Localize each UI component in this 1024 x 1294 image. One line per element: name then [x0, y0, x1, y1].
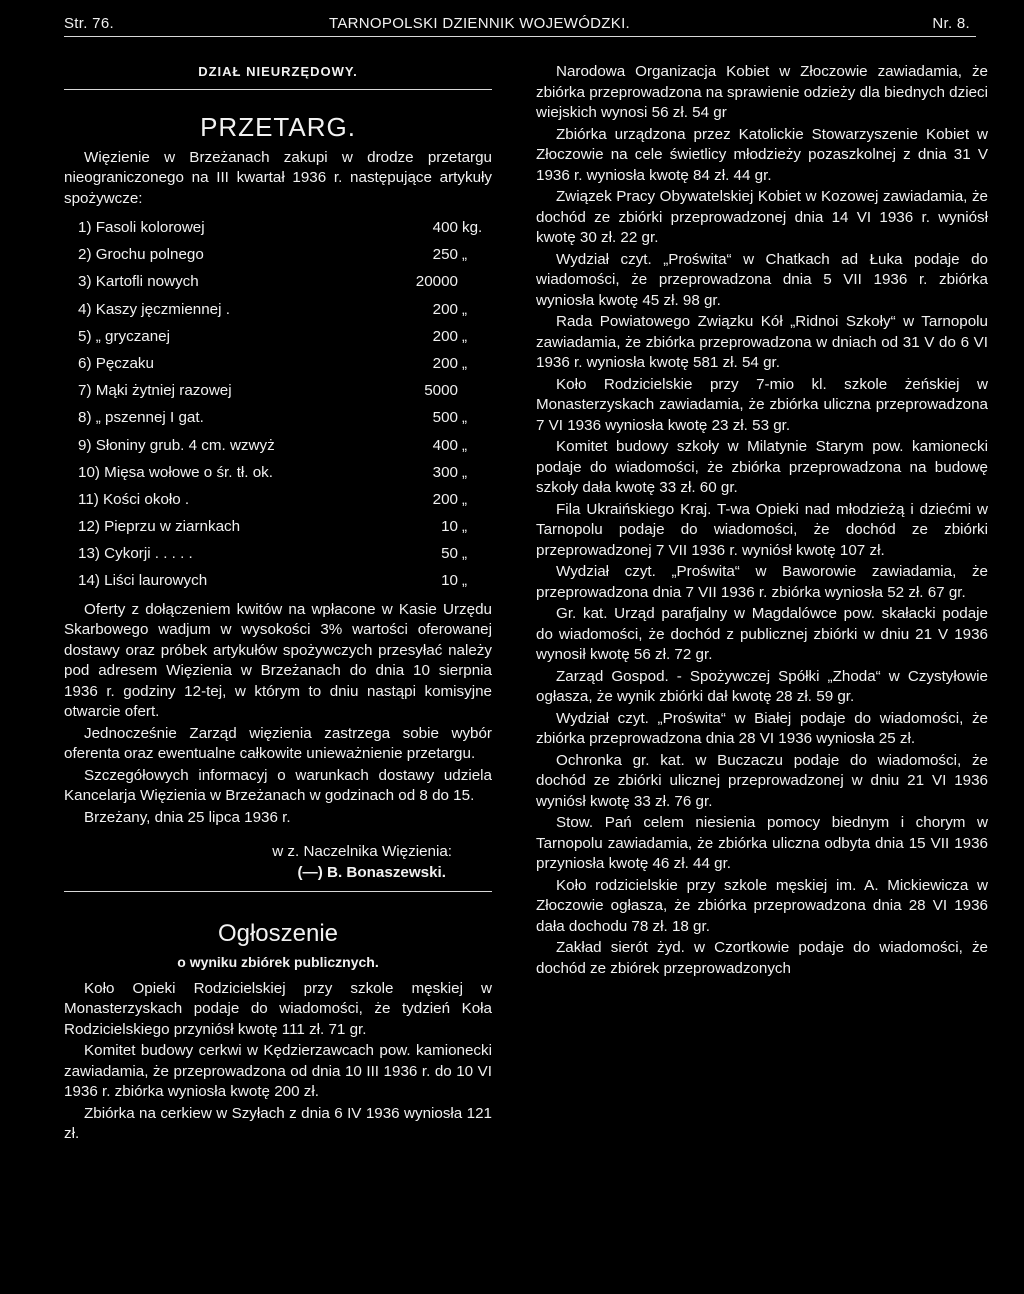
list-item [64, 377, 492, 404]
list-item [64, 432, 492, 459]
item-qty: 250 [432, 246, 458, 264]
divider [64, 891, 492, 892]
tender-intro: Więzienie w Brzeżanach zakupi w drodze przetargu nieograniczonego na III kwartał 1936 r. następujące artykuły spożywcze: [64, 148, 492, 207]
notice-paragraph: Koło Rodzicielskie przy 7-mio kl. szkole żeńskiej w Monasterzyskach zawiadamia, że zbiórka uliczna przeprowadzona 7 VI 1936 wyniosła kwotę 23 zł. 53 gr. [536, 375, 988, 434]
item-qty: 400 [432, 436, 458, 454]
item-unit: kg. [462, 219, 483, 236]
notice-paragraph: Wydział czyt. „Proświta“ w Baworowie zawiadamia, że przeprowadzona dnia 7 VII 1936 r. zbiórka wyniosła 52 zł. 67 gr. [536, 563, 988, 601]
notice-paragraph: Komitet budowy szkoły w Milatynie Starym pow. kamionecki podaje do wiadomości, że zbiórka przeprowadzona na budowę szkoły dała kwotę 33 zł. 60 gr. [536, 438, 988, 496]
list-item [64, 350, 492, 377]
item-unit: „ [462, 572, 468, 590]
item-name: 1) Fasoli kolorowej [78, 219, 205, 236]
notice-paragraph: Narodowa Organizacja Kobiet w Złoczowie zawiadamia, że zbiórka przeprowadzona na sprawienie odzieży dla biednych dzieci wiejskich wynosi 56 zł. 54 gr [536, 63, 988, 121]
item-name: 12) Pieprzu w ziarnkach [78, 518, 241, 536]
item-qty: 10 [441, 518, 458, 536]
item-unit: „ [462, 354, 468, 372]
item-qty: 200 [432, 300, 458, 318]
details-paragraph: Szczegółowych informacyj o warunkach dostawy udziela Kancelarja Więzienia w Brzeżanach w godzinach od 8 do 15. [64, 766, 492, 805]
item-unit: „ [462, 436, 468, 454]
items-list [64, 214, 492, 595]
signature-title: w z. Naczelnika Więzienia: [272, 843, 452, 861]
notice-title: Ogłoszenie [217, 920, 339, 948]
notice-paragraph: Komitet budowy cerkwi w Kędzierzawcach pow. kamionecki zawiadamia, że przeprowadzona od dnia 10 III 1936 r. do 10 VI 1936 r. zbiórka wyniosła kwotę 200 zł. [64, 1042, 492, 1101]
item-unit: „ [462, 327, 468, 345]
signature-name: (—) B. Bonaszewski. [297, 863, 446, 881]
item-unit: „ [462, 545, 468, 563]
notice-paragraph: Zarząd Gospod. - Spożywczej Spółki „Zhoda“ w Czystyłowie ogłasza, że wynik zbiórki dał kwotę 28 zł. 59 gr. [536, 667, 988, 705]
right-column [536, 62, 988, 980]
list-item [64, 214, 492, 241]
item-name: 7) Mąki żytniej razowej [78, 382, 232, 400]
item-qty: 200 [432, 490, 458, 508]
journal-title: TARNOPOLSKI DZIENNIK WOJEWÓDZKI. [329, 15, 631, 32]
section-heading: DZIAŁ NIEURZĘDOWY. [198, 64, 358, 79]
item-qty: 50 [441, 545, 458, 563]
item-unit: „ [462, 490, 468, 508]
item-name: 6) Pęczaku [78, 354, 154, 372]
item-unit: „ [462, 246, 468, 264]
issue-number: Nr. 8. [932, 15, 970, 32]
item-qty: 400 [432, 219, 458, 236]
list-item [64, 513, 492, 540]
item-unit: „ [462, 300, 468, 318]
page-header [64, 14, 976, 37]
list-item [64, 567, 492, 594]
item-qty: 500 [432, 409, 458, 427]
divider [64, 89, 492, 90]
date-line: Brzeżany, dnia 25 lipca 1936 r. [84, 808, 291, 826]
item-qty: 200 [432, 327, 458, 345]
item-name: 14) Liści laurowych [78, 572, 208, 590]
item-qty: 200 [432, 354, 458, 372]
list-item [64, 486, 492, 513]
notice-paragraph: Zakład sierót żyd. w Czortkowie podaje do wiadomości, że dochód ze zbiórek przeprowadzonych [536, 939, 988, 977]
notice-paragraph: Gr. kat. Urząd parafjalny w Magdalówce pow. skałacki podaje do wiadomości, że dochód z publicznej zbiórki w dniu 21 V 1936 wynosił kwotę 56 zł. 72 gr. [536, 605, 988, 663]
notice-paragraph: Fila Ukraińskiego Kraj. T-wa Opieki nad młodzieżą i dziećmi w Tarnopolu podaje do wiadomości, że dochód ze zbiórki przeprowadzonej 7 VII 1936 r. wyniósł kwotę 107 zł. [536, 500, 988, 559]
list-item [64, 241, 492, 268]
offers-paragraph: Oferty z dołączeniem kwitów na wpłacone w Kasie Urzędu Skarbowego wadjum w wysokości 3% wartości oferowanej dostawy oraz próbek artykułów spożywczych przesyłać należy pod adresem Więzienia w Brzeżanach do dnia 10 sierpnia 1936 r. godziny 12-tej, w którym to dniu nastąpi komisyjne otwarcie ofert. [64, 600, 492, 721]
notice-paragraph: Koło rodzicielskie przy szkole męskiej im. A. Mickiewicza w Złoczowie ogłasza, że zbiórka przeprowadzona dnia 28 VI 1936 dała dochodu 78 zł. 18 gr. [536, 876, 988, 935]
item-qty: 300 [432, 463, 458, 481]
item-name: 10) Mięsa wołowe o śr. tł. ok. [78, 463, 273, 481]
item-name: 4) Kaszy jęczmiennej . [78, 300, 230, 318]
item-name: 13) Cykorji . . . . . [78, 545, 193, 563]
notice-paragraph: Koło Opieki Rodzicielskiej przy szkole męskiej w Monasterzyskach podaje do wiadomości, że tydzień Koła Rodzicielskiego przyniósł kwotę 111 zł. 71 gr. [64, 979, 492, 1038]
item-unit: „ [462, 463, 468, 481]
item-name: 9) Słoniny grub. 4 cm. wzwyż [78, 436, 275, 454]
notice-paragraph: Zbiórka na cerkiew w Szyłach z dnia 6 IV 1936 wyniosła 121 zł. [64, 1104, 492, 1143]
item-name: 3) Kartofli nowych [78, 273, 199, 291]
tender-title: PRZETARG. [200, 111, 356, 142]
item-qty: 20000 [415, 273, 458, 291]
notice-paragraph: Zbiórka urządzona przez Katolickie Stowarzyszenie Kobiet w Złoczowie na cele świetlicy młodzieży pozaszkolnej z dnia 31 V 1936 r. wyniosła kwotę 84 zł. 44 gr. [536, 125, 988, 184]
notice-subtitle: o wyniku zbiórek publicznych. [177, 954, 379, 971]
notice-paragraph: Związek Pracy Obywatelskiej Kobiet w Kozowej zawiadamia, że dochód ze zbiórki przeprowadzonej dnia 14 VI 1936 r. wyniósł kwotę 30 zł. 22 gr. [536, 188, 988, 246]
notice-paragraph: Wydział czyt. „Proświta“ w Białej podaje do wiadomości, że zbiórka przeprowadzona dnia 28 VI 1936 wyniosła 25 zł. [536, 709, 988, 747]
item-unit: „ [462, 518, 468, 536]
list-item [64, 459, 492, 486]
list-item [64, 540, 492, 567]
item-name: 2) Grochu polnego [78, 246, 204, 264]
reservation-paragraph: Jednocześnie Zarząd więzienia zastrzega sobie wybór oferenta oraz ewentualne całkowite unieważnienie przetargu. [64, 724, 492, 763]
list-item [64, 296, 492, 323]
item-name: 11) Kości około . [78, 490, 190, 508]
page-number: Str. 76. [64, 15, 114, 32]
notice-paragraph: Rada Powiatowego Związku Kół „Ridnoi Szkoły“ w Tarnopolu zawiadamia, że zbiórka przeprowadzona w dniach od 31 V do 6 VI 1936 r. wyniosła kwotę 581 zł. 54 gr. [536, 313, 988, 371]
notice-paragraph: Stow. Pań celem niesienia pomocy biednym i chorym w Tarnopolu zawiadamia, że zbiórka uliczna odbyta dnia 15 VII 1936 przyniosła kwotę 46 zł. 44 gr. [536, 814, 988, 872]
list-item [64, 323, 492, 350]
notice-paragraph: Ochronka gr. kat. w Buczaczu podaje do wiadomości, że dochód ze zbiórki ulicznej przeprowadzonej w dniu 21 VI 1936 wyniósł kwotę 33 zł. 76 gr. [536, 751, 988, 810]
list-item [64, 404, 492, 431]
item-name: 5) „ gryczanej [78, 327, 171, 345]
item-unit: „ [462, 409, 468, 427]
list-item [64, 268, 492, 295]
notice-paragraph: Wydział czyt. „Proświta“ w Chatkach ad Łuka podaje do wiadomości, że przeprowadzona dnia 5 VII 1936 r. zbiórka wyniosła kwotę 45 zł. 98 gr. [536, 250, 988, 309]
signature-block [64, 842, 492, 883]
item-name: 8) „ pszennej I gat. [78, 409, 204, 427]
item-qty: 10 [441, 572, 458, 590]
left-column [64, 62, 492, 1146]
item-qty: 5000 [424, 382, 458, 400]
